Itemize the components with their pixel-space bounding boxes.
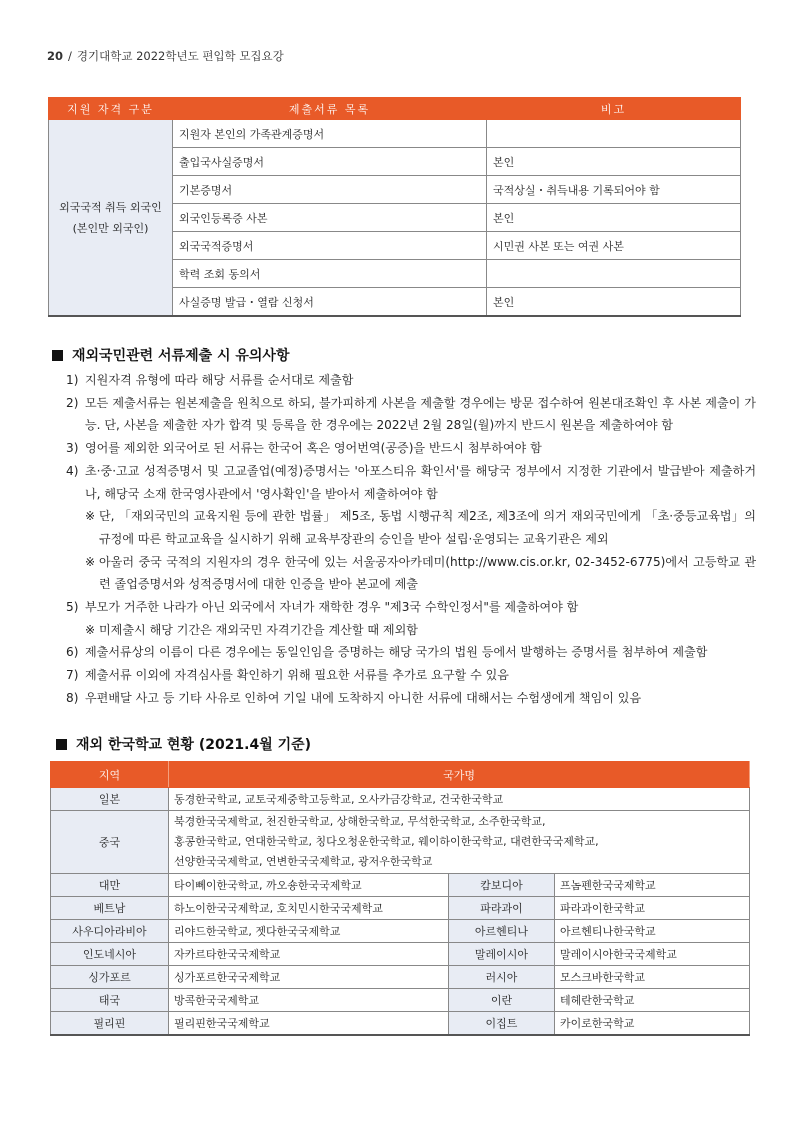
document-name: 학력 조회 동의서 bbox=[173, 260, 487, 288]
schools-cell: 동경한국학교, 교토국제중학고등학교, 오사카금강학교, 건국한국학교 bbox=[169, 788, 750, 811]
header-title: 경기대학교 2022학년도 편입학 모집요강 bbox=[76, 49, 284, 63]
schools-cell: 말레이시아한국국제학교 bbox=[555, 943, 750, 966]
item-number: 3) bbox=[66, 441, 79, 456]
region-cell: 캄보디아 bbox=[449, 874, 555, 897]
note-mark: ※ bbox=[85, 622, 96, 637]
schools-cell: 리야드한국학교, 젯다한국국제학교 bbox=[169, 920, 449, 943]
item-text: 제출서류 이외에 자격심사를 확인하기 위해 필요한 서류를 추가로 요구할 수 있음 bbox=[85, 668, 509, 683]
document-note: 본인 bbox=[487, 148, 741, 176]
list-item bbox=[66, 460, 756, 505]
school-table bbox=[50, 761, 750, 1036]
item-text: 미제출시 해당 기간은 재외국민 자격기간을 계산할 때 제외함 bbox=[99, 622, 418, 637]
list-item bbox=[66, 369, 756, 392]
item-text: 단, 「재외국민의 교육지원 등에 관한 법률」 제5조, 동법 시행규칙 제2조, 제3조에 의거 재외국민에게 「초·중등교육법」의 규정에 따른 학교교육을 실시하기 위해 교육부장관의 승인을 받아 설립·운영되는 교육기관은 제외 bbox=[99, 509, 756, 546]
section-title-notes bbox=[52, 345, 289, 365]
list-subitem bbox=[66, 551, 756, 596]
page-header bbox=[47, 48, 284, 64]
item-number: 5) bbox=[66, 600, 79, 615]
qualification-category bbox=[49, 120, 173, 317]
list-subitem bbox=[66, 505, 756, 550]
region-cell: 베트남 bbox=[51, 897, 169, 920]
item-text: 우편배달 사고 등 기타 사유로 인하여 기일 내에 도착하지 아니한 서류에 대해서는 수험생에게 책임이 있음 bbox=[85, 690, 642, 705]
region-cell: 아르헨티나 bbox=[449, 920, 555, 943]
region-cell: 태국 bbox=[51, 989, 169, 1012]
region-cell: 일본 bbox=[51, 788, 169, 811]
category-line2: (본인만 외국인) bbox=[72, 221, 149, 235]
region-cell: 러시아 bbox=[449, 966, 555, 989]
region-cell: 싱가포르 bbox=[51, 966, 169, 989]
schools-cell bbox=[169, 811, 750, 874]
col-header-remarks: 비고 bbox=[487, 98, 741, 120]
section-title-schools bbox=[56, 734, 311, 754]
list-item bbox=[66, 687, 756, 710]
document-name: 외국인등록증 사본 bbox=[173, 204, 487, 232]
schools-line: 홍콩한국학교, 연대한국학교, 칭다오청운한국학교, 웨이하이한국학교, 대련한국국제학교, bbox=[174, 835, 599, 848]
region-cell: 이집트 bbox=[449, 1012, 555, 1036]
document-note: 본인 bbox=[487, 288, 741, 317]
list-item bbox=[66, 437, 756, 460]
document-table bbox=[48, 97, 741, 317]
table-row bbox=[51, 943, 750, 966]
square-bullet-icon bbox=[56, 739, 67, 750]
schools-cell: 자카르타한국국제학교 bbox=[169, 943, 449, 966]
document-name: 지원자 본인의 가족관계증명서 bbox=[173, 120, 487, 148]
schools-cell: 파라과이한국학교 bbox=[555, 897, 750, 920]
page-number: 20 bbox=[47, 49, 64, 63]
item-text: 제출서류상의 이름이 다른 경우에는 동일인임을 증명하는 해당 국가의 법원 등에서 발행하는 증명서를 첨부하여 제출함 bbox=[85, 645, 708, 660]
region-cell: 말레이시아 bbox=[449, 943, 555, 966]
note-mark: ※ bbox=[85, 554, 96, 569]
item-number: 1) bbox=[66, 373, 79, 387]
schools-cell: 방콕한국국제학교 bbox=[169, 989, 449, 1012]
table-row bbox=[51, 1012, 750, 1036]
document-note: 본인 bbox=[487, 204, 741, 232]
document-note: 시민권 사본 또는 여권 사본 bbox=[487, 232, 741, 260]
region-cell: 필리핀 bbox=[51, 1012, 169, 1036]
table-row bbox=[51, 788, 750, 811]
document-note bbox=[487, 120, 741, 148]
document-name: 기본증명서 bbox=[173, 176, 487, 204]
schools-line: 북경한국국제학교, 천진한국학교, 상해한국학교, 무석한국학교, 소주한국학교, bbox=[174, 815, 546, 828]
schools-cell: 모스크바한국학교 bbox=[555, 966, 750, 989]
document-note: 국적상실・취득내용 기록되어야 함 bbox=[487, 176, 741, 204]
col-header-qualification: 지원 자격 구분 bbox=[49, 98, 173, 120]
col-header-region: 지역 bbox=[51, 762, 169, 788]
document-name: 외국국적증명서 bbox=[173, 232, 487, 260]
schools-cell: 카이로한국학교 bbox=[555, 1012, 750, 1036]
region-cell: 파라과이 bbox=[449, 897, 555, 920]
region-cell: 대만 bbox=[51, 874, 169, 897]
list-item bbox=[66, 664, 756, 687]
item-number: 4) bbox=[66, 463, 79, 478]
table-row bbox=[51, 989, 750, 1012]
schools-cell: 프놈펜한국국제학교 bbox=[555, 874, 750, 897]
region-cell: 사우디아라비아 bbox=[51, 920, 169, 943]
item-text: 아울러 중국 국적의 지원자의 경우 한국에 있는 서울공자아카데미(http://www.cis.or.kr, 02-3452-6775)에서 고등학교 관련 졸업증명서와 성적증명서에 대한 인증을 받아 본교에 제출 bbox=[99, 554, 756, 592]
schools-cell: 타이뻬이한국학교, 까오숑한국국제학교 bbox=[169, 874, 449, 897]
note-mark: ※ bbox=[85, 509, 96, 524]
document-table-header bbox=[49, 98, 741, 120]
list-item bbox=[66, 641, 756, 664]
schools-line: 선양한국국제학교, 연변한국국제학교, 광저우한국학교 bbox=[174, 855, 433, 868]
table-row bbox=[51, 811, 750, 874]
list-item bbox=[66, 392, 756, 437]
schools-cell: 테헤란한국학교 bbox=[555, 989, 750, 1012]
schools-cell: 싱가포르한국국제학교 bbox=[169, 966, 449, 989]
item-number: 7) bbox=[66, 668, 79, 683]
item-text: 영어를 제외한 외국어로 된 서류는 한국어 혹은 영어번역(공증)을 반드시 첨부하여야 함 bbox=[85, 441, 542, 456]
document-name: 사실증명 발급・열람 신청서 bbox=[173, 288, 487, 317]
item-number: 2) bbox=[66, 395, 79, 410]
list-item bbox=[66, 596, 756, 619]
section-title-text: 재외국민관련 서류제출 시 유의사항 bbox=[72, 348, 290, 364]
notes-list bbox=[66, 369, 756, 710]
schools-cell: 필리핀한국국제학교 bbox=[169, 1012, 449, 1036]
section-title-text: 재외 한국학교 현황 (2021.4월 기준) bbox=[76, 737, 312, 753]
header-separator: / bbox=[68, 49, 72, 63]
category-line1: 외국국적 취득 외국인 bbox=[59, 200, 162, 214]
item-number: 6) bbox=[66, 645, 79, 660]
item-text: 부모가 거주한 나라가 아닌 외국에서 자녀가 재학한 경우 "제3국 수학인정서"를 제출하여야 함 bbox=[85, 600, 579, 615]
table-row bbox=[51, 920, 750, 943]
square-bullet-icon bbox=[52, 350, 63, 361]
schools-cell: 아르헨티나한국학교 bbox=[555, 920, 750, 943]
region-cell: 이란 bbox=[449, 989, 555, 1012]
school-table-header bbox=[51, 762, 750, 788]
table-row bbox=[51, 874, 750, 897]
document-note bbox=[487, 260, 741, 288]
table-row bbox=[49, 120, 741, 148]
item-text: 초·중·고교 성적증명서 및 고교졸업(예정)증명서는 '아포스티유 확인서'를 해당국 정부에서 지정한 기관에서 발급받아 제출하거나, 해당국 소재 한국영사관에서 '영사확인'을 받아서 제출하여야 함 bbox=[85, 463, 756, 501]
list-subitem bbox=[66, 619, 756, 642]
col-header-documents: 제출서류 목록 bbox=[173, 98, 487, 120]
item-text: 지원자격 유형에 따라 해당 서류를 순서대로 제출함 bbox=[85, 373, 354, 387]
item-number: 8) bbox=[66, 690, 79, 705]
col-header-country: 국가명 bbox=[169, 762, 750, 788]
table-row bbox=[51, 897, 750, 920]
region-cell: 인도네시아 bbox=[51, 943, 169, 966]
document-name: 출입국사실증명서 bbox=[173, 148, 487, 176]
item-text: 모든 제출서류는 원본제출을 원칙으로 하되, 불가피하게 사본을 제출할 경우에는 방문 접수하여 원본대조확인 후 사본 제출이 가능. 단, 사본을 제출한 자가 합격 및 등록을 한 경우에는 2022년 2월 28일(월)까지 반드시 원본을 제출하여야 함 bbox=[85, 395, 756, 433]
schools-cell: 하노이한국국제학교, 호치민시한국국제학교 bbox=[169, 897, 449, 920]
region-cell: 중국 bbox=[51, 811, 169, 874]
table-row bbox=[51, 966, 750, 989]
